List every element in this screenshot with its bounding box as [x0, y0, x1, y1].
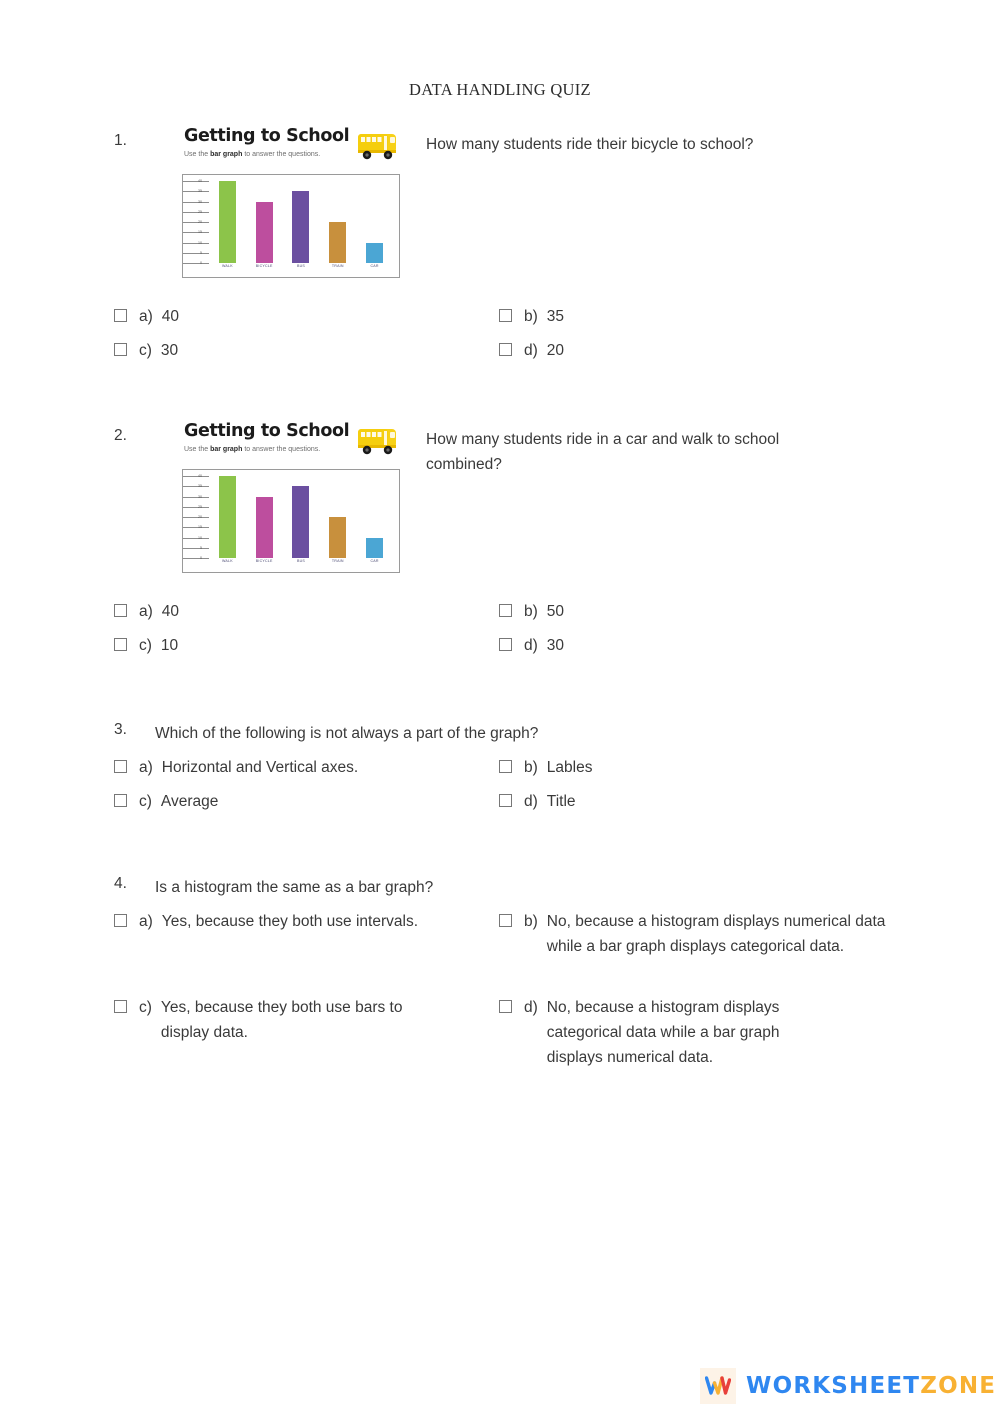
option-letter: d)	[524, 999, 538, 1016]
option-letter: a)	[139, 913, 153, 930]
worksheetzone-logo[interactable]	[700, 1368, 996, 1404]
school-bus-icon	[354, 423, 400, 457]
chart-y-axis: 40 35 30 25 20 15 10 5 0	[183, 476, 209, 558]
option-text: 30	[546, 637, 565, 654]
worksheet-header	[182, 421, 400, 467]
worksheet-title: Getting to School	[184, 126, 350, 146]
option-text: No, because a histogram displays numerical data while a bar graph displays categorical data.	[546, 913, 886, 955]
option-1c[interactable]	[114, 338, 474, 363]
worksheet-subtitle-suffix: to answer the questions.	[242, 151, 321, 158]
option-text: Horizontal and Vertical axes.	[161, 759, 359, 776]
option-letter: d)	[524, 637, 538, 654]
option-3c[interactable]	[114, 789, 474, 814]
x-label-bicycle: BICYCLE	[255, 559, 273, 563]
option-letter: b)	[524, 913, 538, 930]
chart-bars	[209, 476, 393, 558]
worksheet-subtitle	[184, 446, 320, 453]
bar-car	[366, 243, 383, 264]
chart-x-axis-labels	[209, 264, 393, 276]
worksheet-subtitle	[184, 151, 320, 158]
bar-train	[329, 517, 346, 558]
bar-walk	[219, 181, 236, 263]
option-1d[interactable]	[499, 338, 879, 363]
x-label-train: TRAIN	[331, 264, 344, 268]
chart-x-axis-labels	[209, 559, 393, 571]
checkbox-2c[interactable]	[114, 638, 127, 651]
page-title: DATA HANDLING QUIZ	[409, 80, 591, 99]
chart-worksheet-2	[182, 421, 400, 573]
option-3b[interactable]	[499, 755, 879, 780]
checkbox-4c[interactable]	[114, 1000, 127, 1013]
checkbox-4d[interactable]	[499, 1000, 512, 1013]
bar-chart-2	[182, 469, 400, 573]
worksheet-subtitle-prefix: Use the	[184, 446, 211, 453]
x-label-walk: WALK	[221, 264, 233, 268]
option-letter: d)	[524, 342, 538, 359]
x-label-bicycle: BICYCLE	[255, 264, 273, 268]
question-text: How many students ride their bicycle to school?	[426, 136, 754, 153]
option-3d[interactable]	[499, 789, 879, 814]
chart-bars	[209, 181, 393, 263]
option-text: Yes, because they both use bars to display data.	[160, 999, 403, 1041]
option-text: 20	[546, 342, 565, 359]
option-text: 35	[546, 308, 565, 325]
x-label-train: TRAIN	[331, 559, 344, 563]
bar-chart-1	[182, 174, 400, 278]
option-text: Lables	[546, 759, 593, 776]
option-letter: b)	[524, 759, 538, 776]
option-letter: a)	[139, 603, 153, 620]
worksheet-subtitle-bold: bar graph	[210, 446, 243, 453]
option-3a[interactable]	[114, 755, 474, 780]
checkbox-3c[interactable]	[114, 794, 127, 807]
worksheet-header	[182, 126, 400, 172]
option-2c[interactable]	[114, 633, 474, 658]
x-label-walk: WALK	[221, 559, 233, 563]
question-text: Is a histogram the same as a bar graph?	[155, 879, 434, 896]
chart-plot-area	[209, 181, 393, 263]
option-1a[interactable]	[114, 304, 474, 329]
option-4a[interactable]	[114, 909, 484, 934]
logo-text-primary: WORKSHEET	[746, 1373, 921, 1399]
option-letter: a)	[139, 308, 153, 325]
worksheet-subtitle-prefix: Use the	[184, 151, 211, 158]
option-letter: c)	[139, 793, 152, 810]
option-text: Yes, because they both use intervals.	[161, 913, 419, 930]
option-letter: b)	[524, 603, 538, 620]
option-text: 10	[160, 637, 179, 654]
checkbox-1a[interactable]	[114, 309, 127, 322]
question-text: How many students ride in a car and walk to school combined?	[426, 431, 780, 473]
option-text: 40	[161, 603, 180, 620]
question-text: Which of the following is not always a part of the graph?	[155, 725, 539, 742]
x-label-bus: BUS	[296, 264, 305, 268]
chart-y-axis: 40 35 30 25 20 15 10 5 0	[183, 181, 209, 263]
logo-text-secondary: ZONE	[920, 1373, 997, 1399]
option-4c[interactable]	[114, 995, 454, 1045]
checkbox-4a[interactable]	[114, 914, 127, 927]
option-text: No, because a histogram displays categorical data while a bar graph displays numerical data.	[546, 999, 780, 1066]
checkbox-1d[interactable]	[499, 343, 512, 356]
bar-bicycle	[256, 202, 273, 264]
checkbox-3b[interactable]	[499, 760, 512, 773]
question-number: 2.	[114, 427, 127, 444]
checkbox-1b[interactable]	[499, 309, 512, 322]
x-label-car: CAR	[370, 264, 379, 268]
checkbox-2a[interactable]	[114, 604, 127, 617]
worksheetzone-w-icon	[700, 1368, 736, 1404]
x-label-bus: BUS	[296, 559, 305, 563]
bar-bus	[292, 486, 309, 558]
x-label-car: CAR	[370, 559, 379, 563]
option-letter: d)	[524, 793, 538, 810]
checkbox-2b[interactable]	[499, 604, 512, 617]
checkbox-3a[interactable]	[114, 760, 127, 773]
option-text: 40	[161, 308, 180, 325]
option-4d[interactable]	[499, 995, 829, 1070]
bar-car	[366, 538, 383, 559]
checkbox-4b[interactable]	[499, 914, 512, 927]
option-1b[interactable]	[499, 304, 879, 329]
bar-train	[329, 222, 346, 263]
option-letter: c)	[139, 999, 152, 1016]
question-number: 1.	[114, 132, 127, 149]
option-text: 50	[546, 603, 565, 620]
option-2a[interactable]	[114, 599, 474, 624]
option-letter: c)	[139, 342, 152, 359]
school-bus-icon	[354, 128, 400, 162]
question-number: 3.	[114, 721, 127, 738]
option-text: Average	[160, 793, 219, 810]
bar-walk	[219, 476, 236, 558]
option-2d[interactable]	[499, 633, 879, 658]
option-text: 30	[160, 342, 179, 359]
question-number: 4.	[114, 875, 127, 892]
chart-plot-area	[209, 476, 393, 558]
option-letter: b)	[524, 308, 538, 325]
checkbox-1c[interactable]	[114, 343, 127, 356]
worksheet-subtitle-suffix: to answer the questions.	[242, 446, 321, 453]
bar-bicycle	[256, 497, 273, 559]
option-text: Title	[546, 793, 576, 810]
worksheet-title: Getting to School	[184, 421, 350, 441]
option-letter: a)	[139, 759, 153, 776]
bar-bus	[292, 191, 309, 263]
checkbox-2d[interactable]	[499, 638, 512, 651]
checkbox-3d[interactable]	[499, 794, 512, 807]
option-2b[interactable]	[499, 599, 879, 624]
chart-worksheet-1	[182, 126, 400, 278]
option-4b[interactable]	[499, 909, 889, 959]
option-letter: c)	[139, 637, 152, 654]
worksheet-subtitle-bold: bar graph	[210, 151, 243, 158]
worksheetzone-wordmark	[746, 1373, 996, 1399]
